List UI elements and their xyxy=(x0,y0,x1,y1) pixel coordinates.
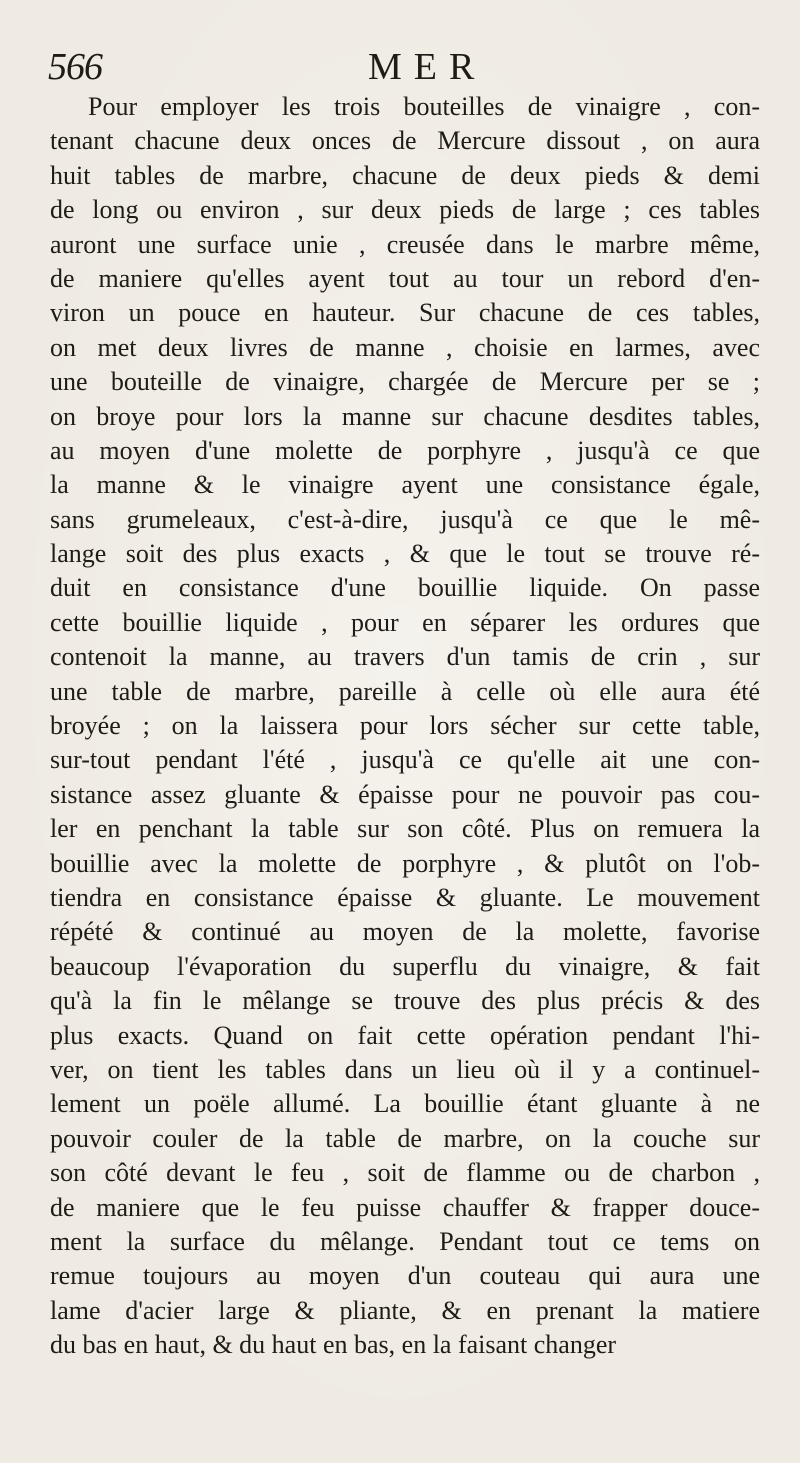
text-line: pouvoir couler de la table de marbre, on la couche sur xyxy=(50,1123,760,1153)
text-line: cette bouillie liquide , pour en séparer les ordures que xyxy=(50,607,760,637)
text-line: lame d'acier large & pliante, & en prenant la matiere xyxy=(50,1295,760,1325)
text-line: remue toujours au moyen d'un couteau qui aura une xyxy=(50,1261,760,1291)
text-line: broyée ; on la laissera pour lors sécher sur cette table, xyxy=(50,711,760,741)
text-line: de long ou environ , sur deux pieds de large ; ces tables xyxy=(50,195,760,225)
text-line: duit en consistance d'une bouillie liquide. On passe xyxy=(50,573,760,603)
text-line: tenant chacune deux onces de Mercure dissout , on aura xyxy=(50,126,760,156)
text-line: sur-tout pendant l'été , jusqu'à ce qu'elle ait une con- xyxy=(50,745,760,775)
text-line: du bas en haut, & du haut en bas, en la faisant changer xyxy=(50,1330,617,1360)
text-line: une bouteille de vinaigre, chargée de Mercure per se ; xyxy=(50,367,760,397)
text-line: ment la surface du mêlange. Pendant tout ce tems on xyxy=(50,1226,760,1256)
text-line: répété & continué au moyen de la molette, favorise xyxy=(50,917,760,947)
text-line: la manne & le vinaigre ayent une consistance égale, xyxy=(50,470,760,500)
text-line: bouillie avec la molette de porphyre , & plutôt on l'ob- xyxy=(50,848,760,878)
text-line: qu'à la fin le mêlange se trouve des plus précis & des xyxy=(50,986,760,1016)
text-line: de maniere qu'elles ayent tout au tour un rebord d'en- xyxy=(50,263,760,293)
text-line: de maniere que le feu puisse chauffer & frapper douce- xyxy=(50,1192,760,1222)
text-line: une table de marbre, pareille à celle où elle aura été xyxy=(50,676,760,706)
text-line: ler en penchant la table sur son côté. Plus on remuera la xyxy=(50,814,760,844)
text-line: on broye pour lors la manne sur chacune desdites tables, xyxy=(50,401,760,431)
text-line: huit tables de marbre, chacune de deux pieds & demi xyxy=(50,160,760,190)
text-line: Pour employer les trois bouteilles de vinaigre , con- xyxy=(88,92,760,121)
page-header xyxy=(48,44,768,94)
text-line: plus exacts. Quand on fait cette opération pendant l'hi- xyxy=(50,1020,760,1050)
text-line: lange soit des plus exacts , & que le tout se trouve ré- xyxy=(50,539,760,569)
text-line: beaucoup l'évaporation du superflu du vinaigre, & fait xyxy=(50,951,760,981)
text-line: viron un pouce en hauteur. Sur chacune de ces tables, xyxy=(50,298,760,328)
text-line: sans grumeleaux, c'est-à-dire, jusqu'à ce que le mê- xyxy=(50,504,760,534)
text-line: son côté devant le feu , soit de flamme ou de charbon , xyxy=(50,1158,760,1188)
text-line: auront une surface unie , creusée dans le marbre même, xyxy=(50,229,760,259)
text-line: lement un poële allumé. La bouillie étant gluante à ne xyxy=(50,1089,760,1119)
text-line: sistance assez gluante & épaisse pour ne pouvoir pas cou- xyxy=(50,779,760,809)
body-text xyxy=(50,90,760,1362)
text-line: tiendra en consistance épaisse & gluante. Le mouvement xyxy=(50,882,760,912)
text-line: au moyen d'une molette de porphyre , jusqu'à ce que xyxy=(50,435,760,465)
text-line: contenoit la manne, au travers d'un tamis de crin , sur xyxy=(50,642,760,672)
text-line: on met deux livres de manne , choisie en larmes, avec xyxy=(50,332,760,362)
page-number: 566 xyxy=(48,46,102,88)
text-line: ver, on tient les tables dans un lieu où il y a continuel- xyxy=(50,1054,760,1084)
running-head: MER xyxy=(368,46,487,88)
